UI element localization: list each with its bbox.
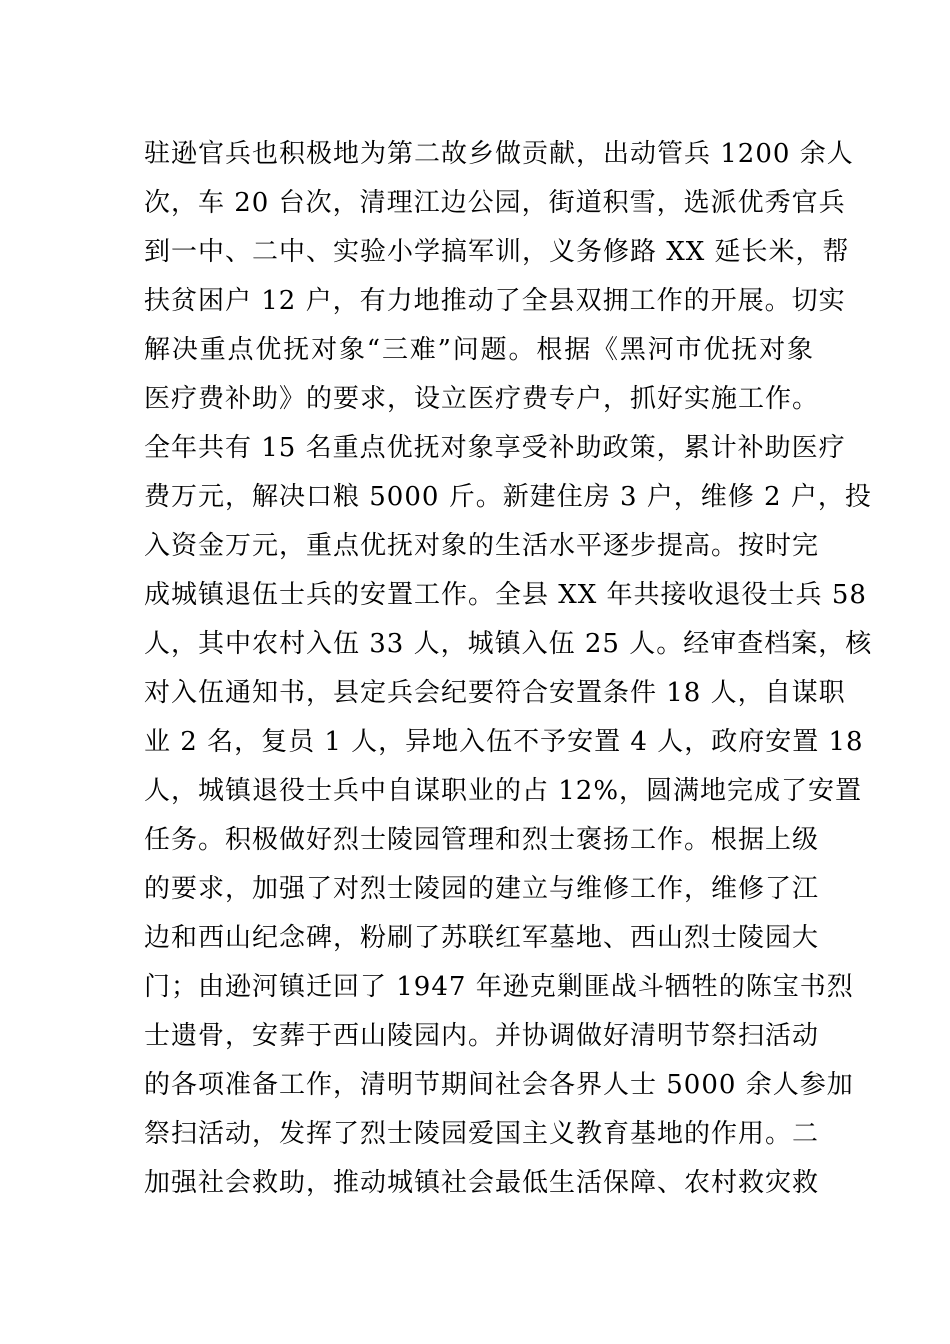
- text-line: 门；由逊河镇迁回了 1947 年逊克剿匪战斗牺牲的陈宝书烈: [144, 972, 854, 1002]
- text-line: 扶贫困户 12 户，有力地推动了全县双拥工作的开展。切实: [144, 286, 846, 316]
- text-line: 医疗费补助》的要求，设立医疗费专户，抓好实施工作。: [144, 384, 820, 414]
- text-line: 业 2 名，复员 1 人，异地入伍不予安置 4 人，政府安置 18: [144, 727, 864, 757]
- text-line: 加强社会救助，推动城镇社会最低生活保障、农村救灾救: [144, 1168, 820, 1198]
- text-line: 解决重点优抚对象“三难”问题。根据《黑河市优抚对象: [144, 335, 814, 365]
- text-line: 边和西山纪念碑，粉刷了苏联红军墓地、西山烈士陵园大: [144, 923, 820, 953]
- body-text: [144, 130, 873, 1208]
- text-line: 人，城镇退役士兵中自谋职业的占 12%，圆满地完成了安置: [144, 776, 863, 806]
- text-line: 的各项准备工作，清明节期间社会各界人士 5000 余人参加: [144, 1070, 854, 1100]
- text-line: 人，其中农村入伍 33 人，城镇入伍 25 人。经审查档案，核: [144, 629, 873, 659]
- text-line: 费万元，解决口粮 5000 斤。新建住房 3 户，维修 2 户，投: [144, 482, 872, 512]
- text-line: 次，车 20 台次，清理江边公园，街道积雪，选派优秀官兵: [144, 188, 846, 218]
- text-line: 任务。积极做好烈士陵园管理和烈士褒扬工作。根据上级: [144, 825, 820, 855]
- text-line: 对入伍通知书，县定兵会纪要符合安置条件 18 人，自谋职: [144, 678, 846, 708]
- text-line: 祭扫活动，发挥了烈士陵园爱国主义教育基地的作用。二: [144, 1119, 820, 1149]
- text-line: 成城镇退伍士兵的安置工作。全县 XX 年共接收退役士兵 58: [144, 580, 867, 610]
- text-line: 到一中、二中、实验小学搞军训，义务修路 XX 延长米，帮: [144, 237, 850, 267]
- text-line: 全年共有 15 名重点优抚对象享受补助政策，累计补助医疗: [144, 433, 846, 463]
- text-line: 驻逊官兵也积极地为第二故乡做贡献，出动管兵 1200 余人: [144, 139, 854, 169]
- text-line: 入资金万元，重点优抚对象的生活水平逐步提高。按时完: [144, 531, 820, 561]
- text-line: 的要求，加强了对烈士陵园的建立与维修工作，维修了江: [144, 874, 820, 904]
- text-line: 士遗骨，安葬于西山陵园内。并协调做好清明节祭扫活动: [144, 1021, 820, 1051]
